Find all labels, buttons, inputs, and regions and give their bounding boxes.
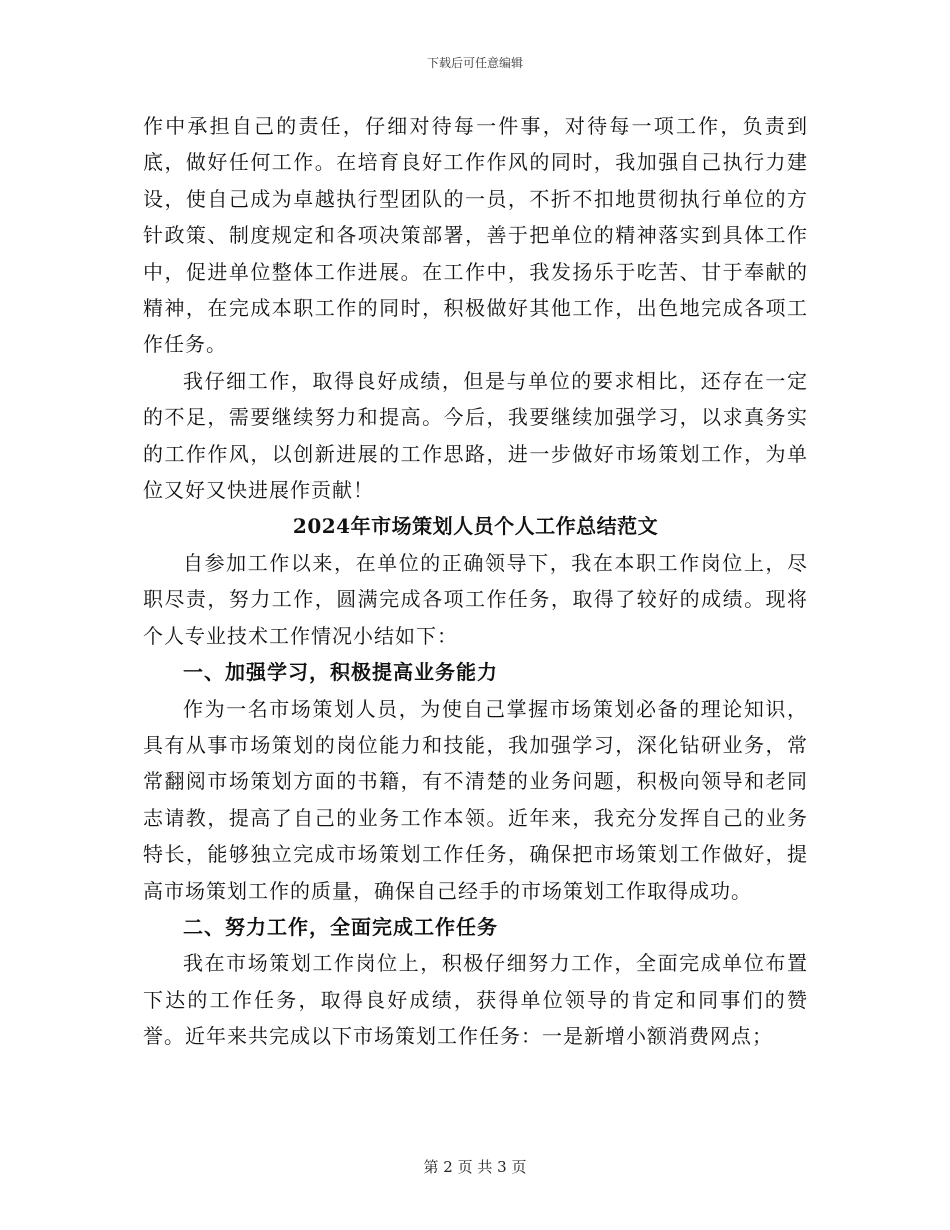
section-heading-2: 二、努力工作，全面完成工作任务 (183, 914, 498, 939)
document-body (143, 108, 808, 1055)
paragraph-continuation: 作中承担自己的责任，仔细对待每一件事，对待每一项工作，负责到底，做好任何工作。在培育良好工作作风的同时，我加强自己执行力建设，使自己成为卓越执行型团队的一员，不折不扣地贯彻执行单位的方针政策、制度规定和各项决策部署，善于把单位的精神落实到具体工作中，促进单位整体工作进展。在工作中，我发扬乐于吃苦、甘于奉献的精神，在完成本职工作的同时，积极做好其他工作，出色地完成各项工作任务。 (143, 114, 808, 357)
section-heading-1: 一、加强学习，积极提高业务能力 (183, 660, 498, 685)
document-title: 2024年市场策划人员个人工作总结范文 (292, 514, 659, 539)
paragraph-intro: 自参加工作以来，在单位的正确领导下，我在本职工作岗位上，尽职尽责，努力工作，圆满完成各项工作任务，取得了较好的成绩。现将个人专业技术工作情况小结如下： (143, 550, 808, 648)
paragraph-work: 我在市场策划工作岗位上，积极仔细努力工作，全面完成单位布置下达的工作任务，取得良好成绩，获得单位领导的肯定和同事们的赞誉。近年来共完成以下市场策划工作任务：一是新增小额消费网点； (143, 951, 808, 1049)
paragraph-outlook: 我仔细工作，取得良好成绩，但是与单位的要求相比，还存在一定的不足，需要继续努力和提高。今后，我要继续加强学习，以求真务实的工作作风，以创新进展的工作思路，进一步做好市场策划工作，为单位又好又快进展作贡献！ (143, 368, 808, 503)
page-footer: 第 2 页 共 3 页 (423, 1158, 527, 1176)
paragraph-study: 作为一名市场策划人员，为使自己掌握市场策划必备的理论知识，具有从事市场策划的岗位能力和技能，我加强学习，深化钻研业务，常常翻阅市场策划方面的书籍，有不清楚的业务问题，积极向领导和老同志请教，提高了自己的业务工作本领。近年来，我充分发挥自己的业务特长，能够独立完成市场策划工作任务，确保把市场策划工作做好，提高市场策划工作的质量，确保自己经手的市场策划工作取得成功。 (143, 696, 808, 903)
page-header: 下载后可任意编辑 (426, 56, 523, 70)
